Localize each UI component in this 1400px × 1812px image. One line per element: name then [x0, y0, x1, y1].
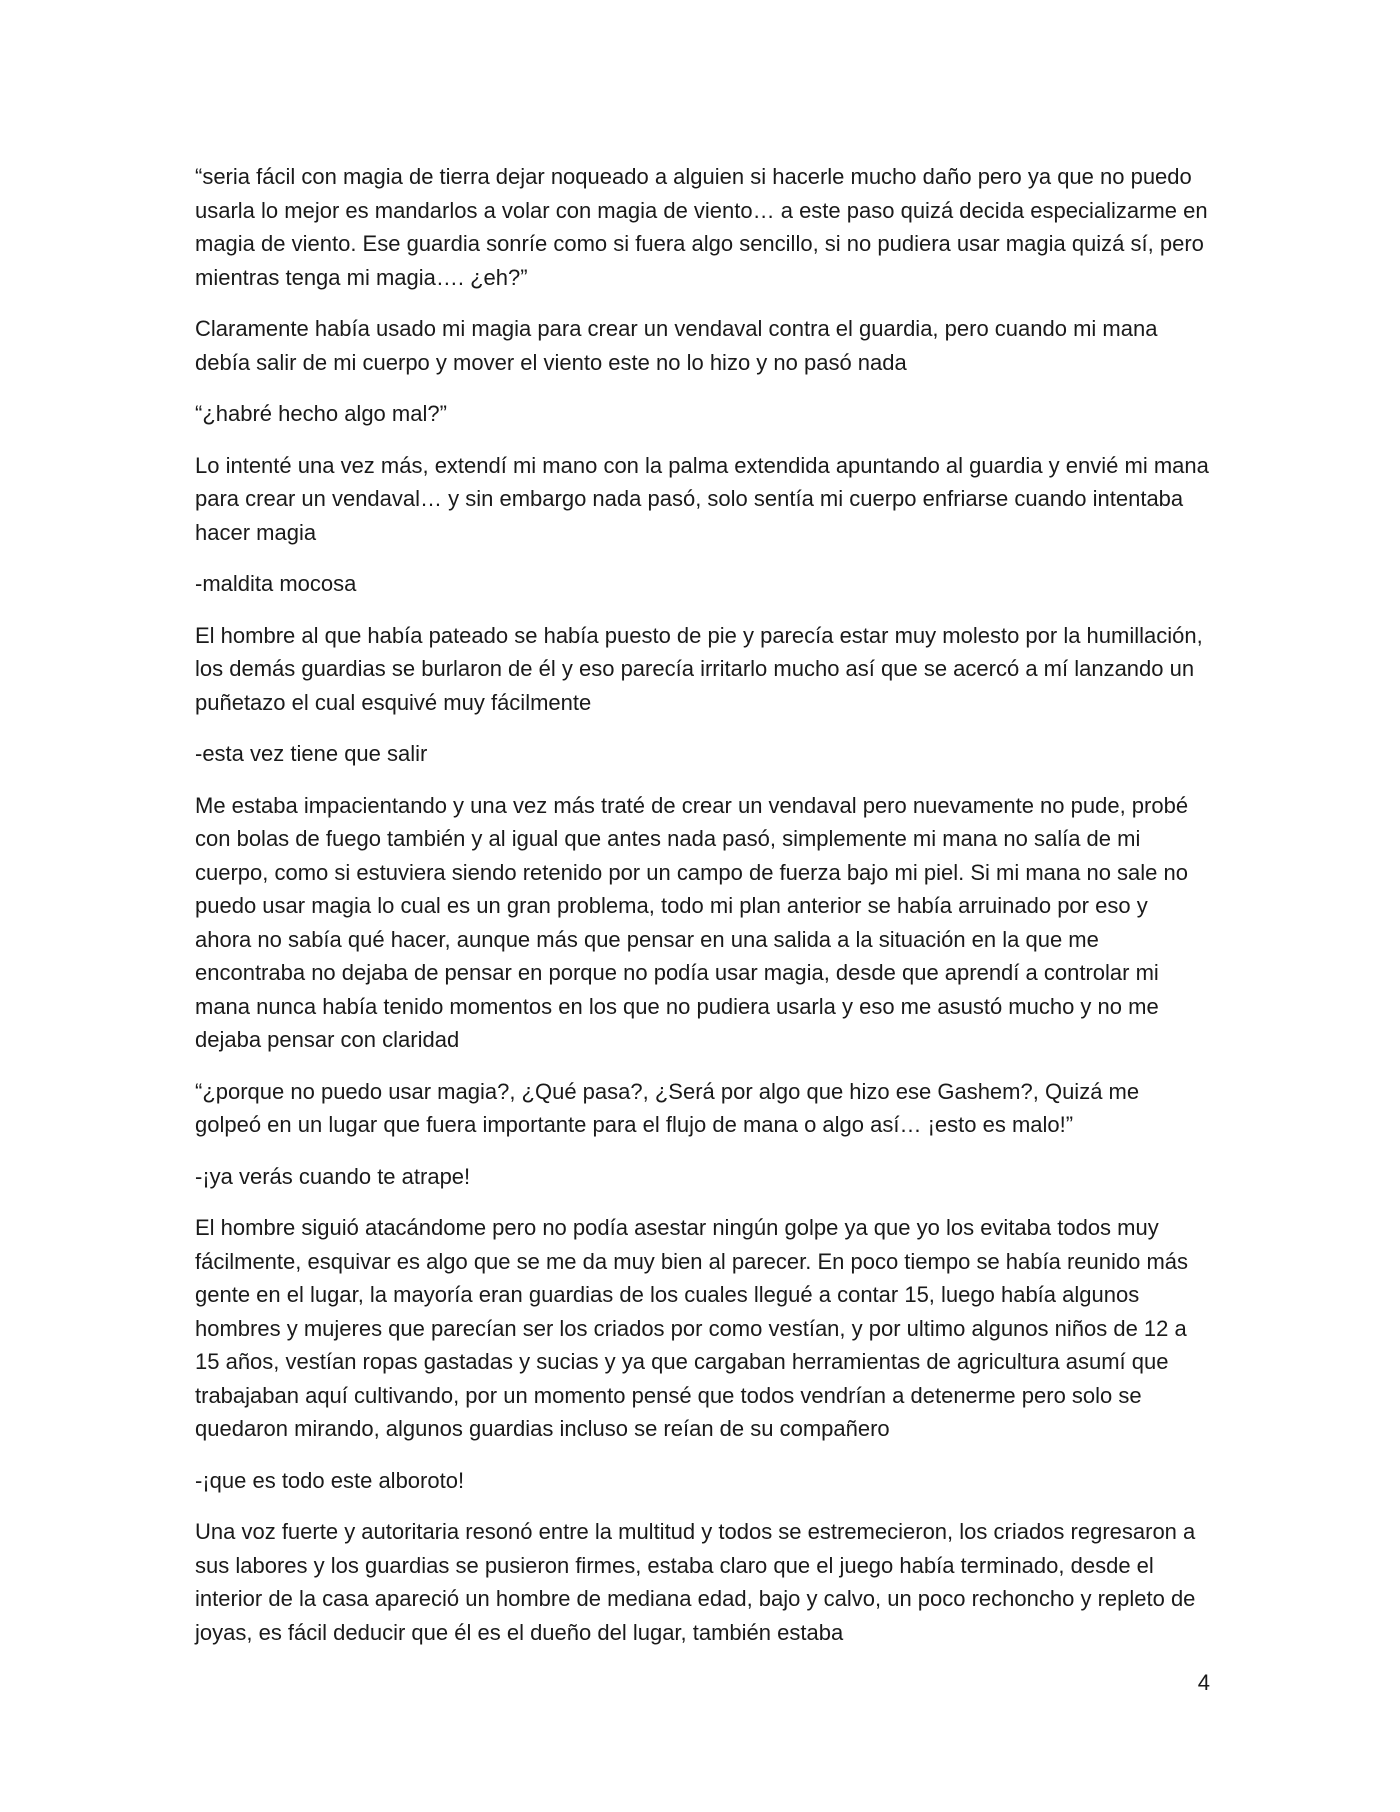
paragraph: -esta vez tiene que salir [195, 741, 428, 766]
page-body [195, 160, 1210, 1667]
paragraph: “¿porque no puedo usar magia?, ¿Qué pasa?, ¿Será por algo que hizo ese Gashem?, Quizá me golpeó en un lugar que fuera importante para el flujo de mana o algo así… ¡esto es malo!” [195, 1078, 1140, 1137]
paragraph: Una voz fuerte y autoritaria resonó entre la multitud y todos se estremecieron, los criados regresaron a sus labores y los guardias se pusieron firmes, estaba claro que el juego había terminado, desde el interior de la casa apareció un hombre de mediana edad, bajo y calvo, un poco rechoncho y repleto de joyas, es fácil deducir que él es el dueño del lugar, también estaba [195, 1519, 1196, 1645]
paragraph: -¡que es todo este alboroto! [195, 1467, 465, 1493]
page-number: 4 [1197, 1670, 1210, 1695]
paragraph: -¡ya verás cuando te atrape! [195, 1163, 471, 1189]
paragraph: Lo intenté una vez más, extendí mi mano con la palma extendida apuntando al guardia y envié mi mana para crear un vendaval… y sin embargo nada pasó, solo sentía mi cuerpo enfriarse cuando intentaba hacer magia [195, 452, 1209, 545]
paragraph: Claramente había usado mi magia para crear un vendaval contra el guardia, pero cuando mi mana debía salir de mi cuerpo y mover el viento este no lo hizo y no pasó nada [195, 316, 1158, 375]
paragraph: El hombre siguió atacándome pero no podía asestar ningún golpe ya que yo los evitaba todos muy fácilmente, esquivar es algo que se me da muy bien al parecer. En poco tiempo se había reunido más gente en el lugar, la mayoría eran guardias de los cuales llegué a contar 15, luego había algunos hombres y mujeres que parecían ser los criados por como vestían, y por ultimo algunos niños de 12 a 15 años, vestían ropas gastadas y sucias y ya que cargaban herramientas de agricultura asumí que trabajaban aquí cultivando, por un momento pensé que todos vendrían a detenerme pero solo se quedaron mirando, algunos guardias incluso se reían de su compañero [195, 1215, 1189, 1441]
paragraph: Me estaba impacientando y una vez más traté de crear un vendaval pero nuevamente no pude, probé con bolas de fuego también y al igual que antes nada pasó, simplemente mi mana no salía de mi cuerpo, como si estuviera siendo retenido por un campo de fuerza bajo mi piel. Si mi mana no sale no puedo usar magia lo cual es un gran problema, todo mi plan anterior se había arruinado por eso y ahora no sabía qué hacer, aunque más que pensar en una salida a la situación en la que me encontraba no dejaba de pensar en porque no podía usar magia, desde que aprendí a controlar mi mana nunca había tenido momentos en los que no pudiera usarla y eso me asustó mucho y no me dejaba pensar con claridad [195, 792, 1189, 1052]
paragraph: El hombre al que había pateado se había puesto de pie y parecía estar muy molesto por la humillación, los demás guardias se burlaron de él y eso parecía irritarlo mucho así que se acercó a mí lanzando un puñetazo el cual esquivé muy fácilmente [195, 622, 1203, 715]
paragraph: -maldita mocosa [195, 571, 357, 596]
paragraph: “seria fácil con magia de tierra dejar noqueado a alguien si hacerle mucho daño pero ya que no puedo usarla lo mejor es mandarlos a volar con magia de viento… a este paso quizá decida especializarme en magia de viento. Ese guardia sonríe como si fuera algo sencillo, si no pudiera usar magia quizá sí, pero mientras tenga mi magia…. ¿eh?” [195, 164, 1208, 290]
paragraph: “¿habré hecho algo mal?” [195, 401, 447, 426]
